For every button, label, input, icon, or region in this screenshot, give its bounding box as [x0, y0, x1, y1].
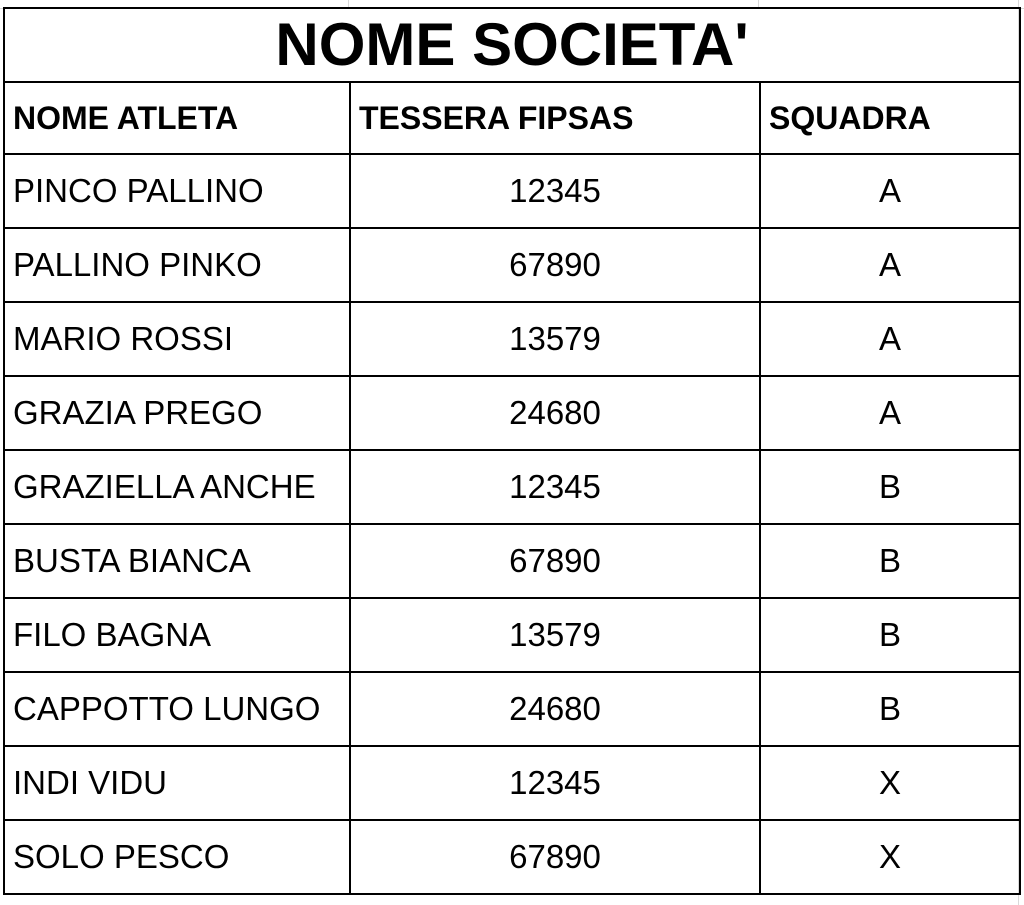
fipsas-card-cell[interactable]: 24680: [350, 672, 760, 746]
athletes-table: [3, 7, 1021, 895]
fipsas-card-cell[interactable]: 13579: [350, 302, 760, 376]
fipsas-card-cell[interactable]: 12345: [350, 154, 760, 228]
fipsas-card-cell[interactable]: 67890: [350, 228, 760, 302]
team-cell[interactable]: X: [760, 820, 1020, 894]
title-row: [4, 8, 1020, 82]
athlete-name-cell[interactable]: PINCO PALLINO: [4, 154, 350, 228]
team-cell[interactable]: B: [760, 524, 1020, 598]
table-row: [4, 524, 1020, 598]
table-row: [4, 376, 1020, 450]
athlete-name-cell[interactable]: CAPPOTTO LUNGO: [4, 672, 350, 746]
team-cell[interactable]: B: [760, 450, 1020, 524]
athlete-name-cell[interactable]: GRAZIA PREGO: [4, 376, 350, 450]
team-cell[interactable]: A: [760, 154, 1020, 228]
fipsas-card-cell[interactable]: 67890: [350, 820, 760, 894]
table-row: [4, 746, 1020, 820]
fipsas-card-cell[interactable]: 67890: [350, 524, 760, 598]
team-cell[interactable]: A: [760, 376, 1020, 450]
table-row: [4, 450, 1020, 524]
team-cell[interactable]: X: [760, 746, 1020, 820]
team-cell[interactable]: A: [760, 228, 1020, 302]
club-name-title[interactable]: NOME SOCIETA': [4, 8, 1020, 82]
header-row: [4, 82, 1020, 154]
athlete-name-cell[interactable]: GRAZIELLA ANCHE: [4, 450, 350, 524]
header-team[interactable]: SQUADRA: [760, 82, 1020, 154]
table-row: [4, 598, 1020, 672]
fipsas-card-cell[interactable]: 12345: [350, 746, 760, 820]
athlete-name-cell[interactable]: FILO BAGNA: [4, 598, 350, 672]
athlete-name-cell[interactable]: MARIO ROSSI: [4, 302, 350, 376]
header-fipsas-card[interactable]: TESSERA FIPSAS: [350, 82, 760, 154]
fipsas-card-cell[interactable]: 24680: [350, 376, 760, 450]
table-row: [4, 672, 1020, 746]
team-cell[interactable]: B: [760, 672, 1020, 746]
table-row: [4, 302, 1020, 376]
team-cell[interactable]: A: [760, 302, 1020, 376]
fipsas-card-cell[interactable]: 13579: [350, 598, 760, 672]
header-athlete-name[interactable]: NOME ATLETA: [4, 82, 350, 154]
table-row: [4, 820, 1020, 894]
athlete-name-cell[interactable]: INDI VIDU: [4, 746, 350, 820]
table-row: [4, 228, 1020, 302]
table-row: [4, 154, 1020, 228]
athlete-name-cell[interactable]: SOLO PESCO: [4, 820, 350, 894]
team-cell[interactable]: B: [760, 598, 1020, 672]
athlete-name-cell[interactable]: BUSTA BIANCA: [4, 524, 350, 598]
fipsas-card-cell[interactable]: 12345: [350, 450, 760, 524]
athlete-name-cell[interactable]: PALLINO PINKO: [4, 228, 350, 302]
